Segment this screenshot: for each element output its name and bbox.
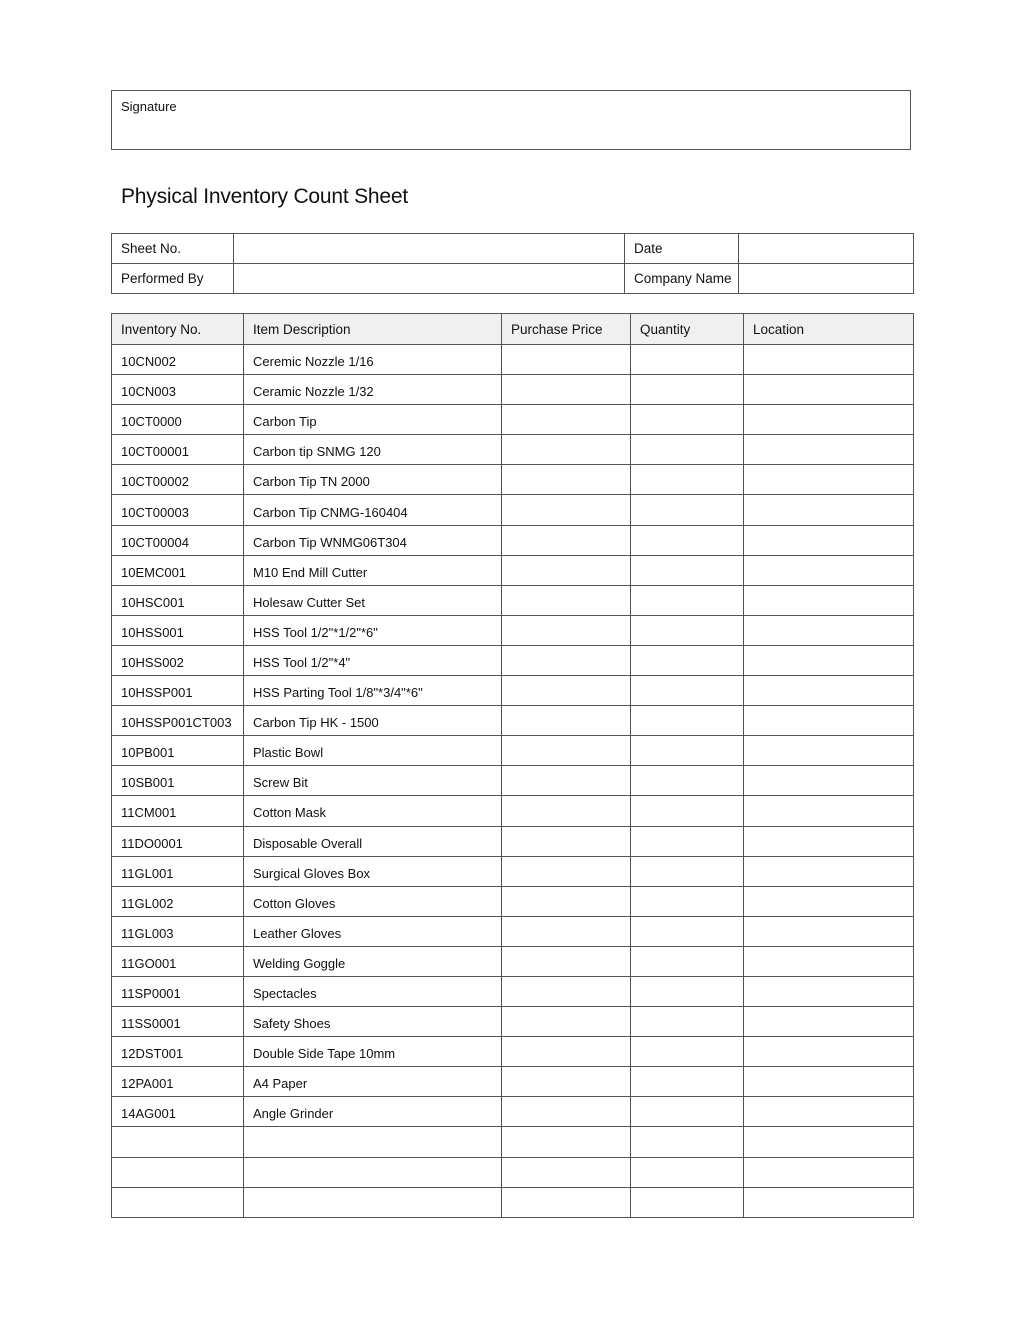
company-name-field[interactable] bbox=[739, 264, 914, 294]
inventory-no-cell: 10HSS002 bbox=[112, 645, 244, 675]
table-row bbox=[112, 856, 914, 886]
inventory-no-cell: 11SP0001 bbox=[112, 976, 244, 1006]
quantity-cell[interactable] bbox=[631, 1067, 744, 1097]
table-row bbox=[112, 435, 914, 465]
quantity-cell[interactable] bbox=[631, 345, 744, 375]
location-cell[interactable] bbox=[744, 1097, 914, 1127]
item-description-cell: Carbon Tip HK - 1500 bbox=[244, 706, 502, 736]
date-field[interactable] bbox=[739, 234, 914, 264]
location-cell[interactable] bbox=[744, 555, 914, 585]
inventory-no-cell: 10PB001 bbox=[112, 736, 244, 766]
inventory-no-cell: 11GL003 bbox=[112, 916, 244, 946]
item-description-cell: Carbon Tip bbox=[244, 405, 502, 435]
quantity-cell[interactable] bbox=[631, 1097, 744, 1127]
table-row bbox=[112, 585, 914, 615]
item-description-cell: Ceremic Nozzle 1/16 bbox=[244, 345, 502, 375]
performed-by-label: Performed By bbox=[112, 264, 234, 294]
purchase-price-cell[interactable] bbox=[502, 886, 631, 916]
table-row bbox=[112, 495, 914, 525]
inventory-no-cell: 11CM001 bbox=[112, 796, 244, 826]
location-cell[interactable] bbox=[744, 886, 914, 916]
item-description-cell: Spectacles bbox=[244, 976, 502, 1006]
inventory-no-cell: 10CN002 bbox=[112, 345, 244, 375]
sheet-info-table bbox=[111, 233, 914, 294]
location-cell[interactable] bbox=[744, 946, 914, 976]
purchase-price-cell[interactable] bbox=[502, 826, 631, 856]
header-purchase-price: Purchase Price bbox=[502, 314, 631, 345]
header-quantity: Quantity bbox=[631, 314, 744, 345]
inventory-no-cell: 12DST001 bbox=[112, 1037, 244, 1067]
inventory-no-cell: 10CN003 bbox=[112, 375, 244, 405]
table-row bbox=[112, 676, 914, 706]
quantity-cell[interactable] bbox=[631, 555, 744, 585]
location-cell[interactable] bbox=[744, 856, 914, 886]
inventory-no-cell: 10CT0000 bbox=[112, 405, 244, 435]
purchase-price-cell[interactable] bbox=[502, 375, 631, 405]
purchase-price-cell[interactable] bbox=[502, 1187, 631, 1217]
purchase-price-cell[interactable] bbox=[502, 856, 631, 886]
inventory-no-cell: 10CT00004 bbox=[112, 525, 244, 555]
table-row bbox=[112, 465, 914, 495]
inventory-no-cell bbox=[112, 1157, 244, 1187]
item-description-cell: Safety Shoes bbox=[244, 1007, 502, 1037]
table-row bbox=[112, 706, 914, 736]
quantity-cell[interactable] bbox=[631, 375, 744, 405]
item-description-cell bbox=[244, 1157, 502, 1187]
table-row bbox=[112, 1067, 914, 1097]
sheet-no-label: Sheet No. bbox=[112, 234, 234, 264]
purchase-price-cell[interactable] bbox=[502, 796, 631, 826]
purchase-price-cell[interactable] bbox=[502, 736, 631, 766]
location-cell[interactable] bbox=[744, 916, 914, 946]
quantity-cell[interactable] bbox=[631, 886, 744, 916]
quantity-cell[interactable] bbox=[631, 435, 744, 465]
table-row bbox=[112, 555, 914, 585]
table-row bbox=[112, 766, 914, 796]
inventory-no-cell: 10HSSP001CT003 bbox=[112, 706, 244, 736]
item-description-cell: Carbon Tip TN 2000 bbox=[244, 465, 502, 495]
quantity-cell[interactable] bbox=[631, 826, 744, 856]
table-row bbox=[112, 916, 914, 946]
quantity-cell[interactable] bbox=[631, 1127, 744, 1157]
item-description-cell: Carbon tip SNMG 120 bbox=[244, 435, 502, 465]
item-description-cell: A4 Paper bbox=[244, 1067, 502, 1097]
location-cell[interactable] bbox=[744, 766, 914, 796]
quantity-cell[interactable] bbox=[631, 1037, 744, 1067]
inventory-no-cell: 10CT00001 bbox=[112, 435, 244, 465]
item-description-cell: Angle Grinder bbox=[244, 1097, 502, 1127]
quantity-cell[interactable] bbox=[631, 495, 744, 525]
quantity-cell[interactable] bbox=[631, 976, 744, 1006]
table-row bbox=[112, 525, 914, 555]
inventory-table bbox=[111, 313, 914, 1218]
header-item-description: Item Description bbox=[244, 314, 502, 345]
location-cell[interactable] bbox=[744, 796, 914, 826]
quantity-cell[interactable] bbox=[631, 615, 744, 645]
table-row bbox=[112, 826, 914, 856]
purchase-price-cell[interactable] bbox=[502, 676, 631, 706]
purchase-price-cell[interactable] bbox=[502, 495, 631, 525]
inventory-no-cell: 11DO0001 bbox=[112, 826, 244, 856]
purchase-price-cell[interactable] bbox=[502, 766, 631, 796]
location-cell[interactable] bbox=[744, 375, 914, 405]
inventory-no-cell: 11GL002 bbox=[112, 886, 244, 916]
purchase-price-cell[interactable] bbox=[502, 1127, 631, 1157]
purchase-price-cell[interactable] bbox=[502, 1097, 631, 1127]
purchase-price-cell[interactable] bbox=[502, 976, 631, 1006]
company-name-label: Company Name bbox=[625, 264, 739, 294]
item-description-cell: Cotton Gloves bbox=[244, 886, 502, 916]
purchase-price-cell[interactable] bbox=[502, 1157, 631, 1187]
sheet-no-field[interactable] bbox=[234, 234, 625, 264]
table-row bbox=[112, 976, 914, 1006]
purchase-price-cell[interactable] bbox=[502, 645, 631, 675]
inventory-no-cell: 10CT00002 bbox=[112, 465, 244, 495]
quantity-cell[interactable] bbox=[631, 766, 744, 796]
location-cell[interactable] bbox=[744, 645, 914, 675]
inventory-no-cell: 10SB001 bbox=[112, 766, 244, 796]
inventory-no-cell: 14AG001 bbox=[112, 1097, 244, 1127]
item-description-cell: HSS Tool 1/2"*1/2"*6" bbox=[244, 615, 502, 645]
table-row bbox=[112, 615, 914, 645]
quantity-cell[interactable] bbox=[631, 645, 744, 675]
quantity-cell[interactable] bbox=[631, 856, 744, 886]
table-row bbox=[112, 1007, 914, 1037]
table-row bbox=[112, 405, 914, 435]
item-description-cell: Double Side Tape 10mm bbox=[244, 1037, 502, 1067]
item-description-cell: Carbon Tip WNMG06T304 bbox=[244, 525, 502, 555]
location-cell[interactable] bbox=[744, 405, 914, 435]
performed-by-field[interactable] bbox=[234, 264, 625, 294]
quantity-cell[interactable] bbox=[631, 405, 744, 435]
table-row bbox=[112, 736, 914, 766]
quantity-cell[interactable] bbox=[631, 1187, 744, 1217]
signature-label: Signature bbox=[121, 99, 177, 114]
table-row bbox=[112, 345, 914, 375]
purchase-price-cell[interactable] bbox=[502, 706, 631, 736]
location-cell[interactable] bbox=[744, 1157, 914, 1187]
item-description-cell: Plastic Bowl bbox=[244, 736, 502, 766]
location-cell[interactable] bbox=[744, 495, 914, 525]
purchase-price-cell[interactable] bbox=[502, 1067, 631, 1097]
inventory-no-cell: 10HSSP001 bbox=[112, 676, 244, 706]
inventory-header-row bbox=[112, 314, 914, 345]
quantity-cell[interactable] bbox=[631, 585, 744, 615]
table-row bbox=[112, 946, 914, 976]
info-row bbox=[112, 264, 914, 294]
location-cell[interactable] bbox=[744, 1007, 914, 1037]
table-row bbox=[112, 796, 914, 826]
item-description-cell: Disposable Overall bbox=[244, 826, 502, 856]
location-cell[interactable] bbox=[744, 1067, 914, 1097]
location-cell[interactable] bbox=[744, 1127, 914, 1157]
item-description-cell: Welding Goggle bbox=[244, 946, 502, 976]
table-row bbox=[112, 1037, 914, 1067]
item-description-cell: Carbon Tip CNMG-160404 bbox=[244, 495, 502, 525]
quantity-cell[interactable] bbox=[631, 706, 744, 736]
inventory-no-cell: 10HSC001 bbox=[112, 585, 244, 615]
purchase-price-cell[interactable] bbox=[502, 1007, 631, 1037]
inventory-no-cell: 11GO001 bbox=[112, 946, 244, 976]
quantity-cell[interactable] bbox=[631, 1157, 744, 1187]
location-cell[interactable] bbox=[744, 525, 914, 555]
table-row bbox=[112, 886, 914, 916]
purchase-price-cell[interactable] bbox=[502, 345, 631, 375]
location-cell[interactable] bbox=[744, 615, 914, 645]
quantity-cell[interactable] bbox=[631, 796, 744, 826]
location-cell[interactable] bbox=[744, 585, 914, 615]
location-cell[interactable] bbox=[744, 1187, 914, 1217]
purchase-price-cell[interactable] bbox=[502, 615, 631, 645]
inventory-no-cell: 11SS0001 bbox=[112, 1007, 244, 1037]
inventory-no-cell bbox=[112, 1187, 244, 1217]
page-title: Physical Inventory Count Sheet bbox=[121, 185, 408, 208]
location-cell[interactable] bbox=[744, 706, 914, 736]
header-location: Location bbox=[744, 314, 914, 345]
item-description-cell: Leather Gloves bbox=[244, 916, 502, 946]
item-description-cell bbox=[244, 1187, 502, 1217]
location-cell[interactable] bbox=[744, 435, 914, 465]
table-row bbox=[112, 375, 914, 405]
item-description-cell: Ceramic Nozzle 1/32 bbox=[244, 375, 502, 405]
purchase-price-cell[interactable] bbox=[502, 555, 631, 585]
purchase-price-cell[interactable] bbox=[502, 585, 631, 615]
table-row bbox=[112, 1187, 914, 1217]
quantity-cell[interactable] bbox=[631, 465, 744, 495]
purchase-price-cell[interactable] bbox=[502, 405, 631, 435]
purchase-price-cell[interactable] bbox=[502, 465, 631, 495]
location-cell[interactable] bbox=[744, 826, 914, 856]
item-description-cell: Surgical Gloves Box bbox=[244, 856, 502, 886]
location-cell[interactable] bbox=[744, 676, 914, 706]
date-label: Date bbox=[625, 234, 739, 264]
item-description-cell bbox=[244, 1127, 502, 1157]
info-row bbox=[112, 234, 914, 264]
purchase-price-cell[interactable] bbox=[502, 946, 631, 976]
inventory-no-cell: 12PA001 bbox=[112, 1067, 244, 1097]
purchase-price-cell[interactable] bbox=[502, 916, 631, 946]
table-row bbox=[112, 645, 914, 675]
inventory-no-cell: 11GL001 bbox=[112, 856, 244, 886]
location-cell[interactable] bbox=[744, 736, 914, 766]
inventory-no-cell: 10EMC001 bbox=[112, 555, 244, 585]
quantity-cell[interactable] bbox=[631, 1007, 744, 1037]
item-description-cell: M10 End Mill Cutter bbox=[244, 555, 502, 585]
signature-box[interactable] bbox=[111, 90, 911, 150]
item-description-cell: HSS Tool 1/2"*4" bbox=[244, 645, 502, 675]
purchase-price-cell[interactable] bbox=[502, 435, 631, 465]
quantity-cell[interactable] bbox=[631, 676, 744, 706]
item-description-cell: Holesaw Cutter Set bbox=[244, 585, 502, 615]
quantity-cell[interactable] bbox=[631, 525, 744, 555]
table-row bbox=[112, 1157, 914, 1187]
location-cell[interactable] bbox=[744, 465, 914, 495]
item-description-cell: Screw Bit bbox=[244, 766, 502, 796]
table-row bbox=[112, 1127, 914, 1157]
table-row bbox=[112, 1097, 914, 1127]
inventory-no-cell: 10CT00003 bbox=[112, 495, 244, 525]
item-description-cell: Cotton Mask bbox=[244, 796, 502, 826]
inventory-no-cell: 10HSS001 bbox=[112, 615, 244, 645]
header-inventory-no: Inventory No. bbox=[112, 314, 244, 345]
location-cell[interactable] bbox=[744, 976, 914, 1006]
item-description-cell: HSS Parting Tool 1/8"*3/4"*6" bbox=[244, 676, 502, 706]
quantity-cell[interactable] bbox=[631, 946, 744, 976]
quantity-cell[interactable] bbox=[631, 916, 744, 946]
location-cell[interactable] bbox=[744, 1037, 914, 1067]
purchase-price-cell[interactable] bbox=[502, 1037, 631, 1067]
quantity-cell[interactable] bbox=[631, 736, 744, 766]
location-cell[interactable] bbox=[744, 345, 914, 375]
purchase-price-cell[interactable] bbox=[502, 525, 631, 555]
inventory-no-cell bbox=[112, 1127, 244, 1157]
